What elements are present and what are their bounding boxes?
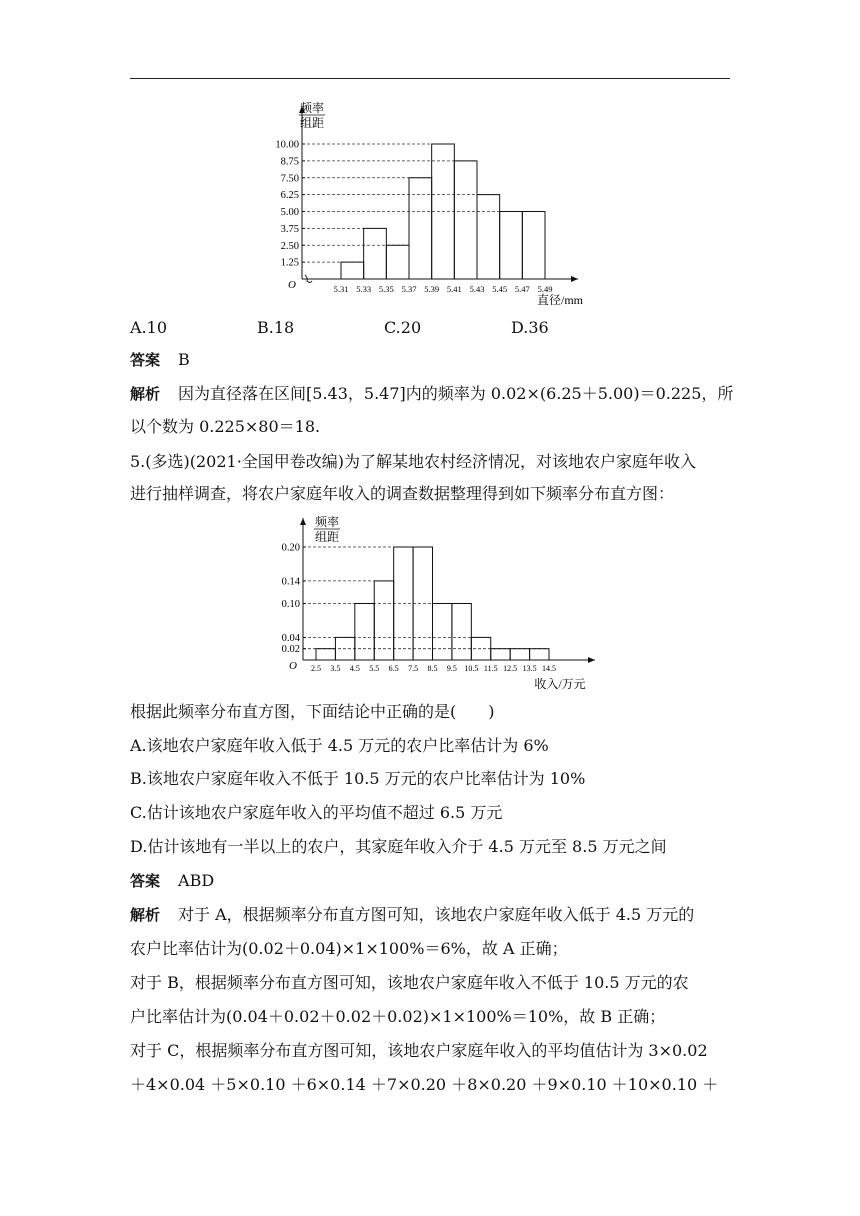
q4-option-c: C.20	[384, 318, 422, 337]
y-tick-label: 6.25	[280, 190, 299, 202]
y-axis-label-bottom: 组距	[314, 530, 340, 544]
y-tick-label: 0.10	[281, 599, 300, 610]
q5-analysis-line-6: ＋4×0.04 ＋5×0.10 ＋6×0.14 ＋7×0.20 ＋8×0.20 ＋9×0.10 ＋10×0.10 ＋	[130, 1075, 719, 1094]
y-axis-label-bottom: 组距	[299, 116, 325, 130]
x-tick-label: 5.47	[514, 284, 530, 294]
histogram-bar	[316, 649, 335, 660]
y-tick-label: 0.20	[281, 542, 300, 554]
q5-stem-line-2: 进行抽样调查，将农户家庭年收入的调查数据整理得到如下频率分布直方图：	[130, 484, 675, 503]
q5-analysis-line-4: 户比率估计为(0.04＋0.02＋0.02＋0.02)×1×100%＝10%，故 B 正确；	[130, 1007, 666, 1026]
histogram-income	[250, 512, 610, 694]
q4-analysis-line-2: 以个数为 0.225×80＝18.	[130, 417, 321, 436]
q5-option-d: D.估计该地有一半以上的农户，其家庭年收入介于 4.5 万元至 8.5 万元之间	[130, 837, 667, 856]
x-tick-label: 8.5	[427, 664, 438, 673]
histogram-bar	[491, 649, 510, 660]
y-tick-label: 2.50	[280, 240, 299, 252]
x-tick-label: 5.49	[537, 284, 553, 294]
histogram-bar	[374, 581, 393, 660]
x-tick-label: 6.5	[388, 664, 399, 673]
histogram-bar	[454, 161, 477, 279]
histogram-bar	[530, 649, 549, 660]
y-tick-label: 0.02	[281, 644, 300, 656]
y-tick-label: 1.25	[280, 257, 299, 269]
histogram-bar	[409, 178, 432, 279]
q5-answer	[130, 871, 214, 891]
histogram-diameter	[250, 98, 590, 313]
histogram-bar	[510, 649, 529, 660]
histogram-bar	[433, 604, 452, 661]
y-tick-label: 10.00	[275, 139, 299, 151]
q5-option-a: A.该地农户家庭年收入低于 4.5 万元的农户比率估计为 6%	[130, 736, 549, 755]
x-tick-label: 3.5	[330, 664, 341, 673]
q4-options	[130, 318, 549, 338]
origin-label: O	[289, 660, 297, 672]
histogram-bar	[452, 604, 471, 661]
x-tick-label: 5.39	[424, 284, 440, 294]
x-tick-label: 10.5	[464, 664, 479, 673]
x-tick-label: 5.31	[333, 284, 349, 294]
histogram-bar	[386, 245, 409, 279]
header-rule	[130, 78, 730, 79]
y-axis-label-top: 频率	[299, 101, 325, 115]
x-tick-label: 14.5	[542, 664, 556, 673]
y-axis-label-top: 频率	[314, 515, 340, 529]
x-tick-label: 5.45	[492, 284, 508, 294]
x-axis-arrow	[588, 657, 595, 663]
q4-answer-label: 答案	[130, 351, 161, 369]
x-tick-label: 12.5	[503, 664, 518, 673]
x-axis-label: 收入/万元	[534, 677, 586, 691]
q5-analysis-line-2: 农户比率估计为(0.02＋0.04)×1×100%＝6%，故 A 正确；	[130, 939, 568, 958]
x-tick-label: 5.37	[401, 284, 417, 294]
q4-answer	[130, 350, 190, 370]
q5-analysis-line-1	[130, 905, 694, 925]
y-tick-label: 3.75	[280, 223, 299, 235]
q5-answer-label: 答案	[130, 872, 161, 890]
q5-analysis-line-5: 对于 C，根据频率分布直方图可知，该地农户家庭年收入的平均值估计为 3×0.02	[130, 1041, 708, 1060]
q4-analysis-label: 解析	[130, 385, 161, 403]
x-axis-label: 直径/mm	[536, 293, 584, 307]
x-tick-label: 5.43	[469, 284, 485, 294]
origin-label: O	[288, 279, 296, 291]
x-tick-label: 5.33	[356, 284, 372, 294]
x-tick-label: 5.35	[378, 284, 394, 294]
x-axis-arrow	[571, 276, 578, 282]
q5-option-c: C.估计该地农户家庭年收入的平均值不超过 6.5 万元	[130, 803, 503, 822]
q5-option-b: B.该地农户家庭年收入不低于 10.5 万元的农户比率估计为 10%	[130, 769, 586, 788]
y-tick-label: 0.14	[281, 576, 300, 588]
q4-option-d: D.36	[511, 318, 549, 337]
q4-option-b: B.18	[257, 318, 295, 337]
x-tick-label: 5.5	[369, 664, 380, 673]
x-tick-label: 11.5	[483, 664, 498, 673]
histogram-bar	[364, 228, 387, 279]
histogram-bar	[477, 195, 500, 279]
q5-stem-line-1: 5.(多选)(2021·全国甲卷改编)为了解某地农村经济情况，对该地农户家庭年收入	[130, 452, 697, 471]
histogram-bar	[355, 604, 374, 661]
q5-answer-value: ABD	[178, 871, 215, 890]
x-tick-label: 4.5	[349, 664, 360, 673]
histogram-bar	[341, 262, 364, 279]
y-axis-arrow	[300, 518, 306, 525]
q4-analysis-text-1: 因为直径落在区间[5.43，5.47]内的频率为 0.02×(6.25＋5.00)＝0.225，所	[178, 384, 734, 403]
y-tick-label: 0.04	[281, 632, 300, 644]
y-tick-label: 8.75	[280, 156, 299, 168]
q5-question: 根据此频率分布直方图，下面结论中正确的是( )	[130, 702, 495, 721]
histogram-bar	[500, 212, 523, 280]
x-tick-label: 2.5	[311, 664, 321, 673]
q5-analysis-text-1: 对于 A，根据频率分布直方图可知，该地农户家庭年收入低于 4.5 万元的	[178, 905, 695, 924]
y-tick-label: 5.00	[280, 207, 299, 218]
q5-analysis-line-3: 对于 B，根据频率分布直方图可知，该地农户家庭年收入不低于 10.5 万元的农	[130, 973, 689, 992]
q4-analysis-line-1	[130, 384, 733, 404]
histogram-bar	[522, 212, 545, 280]
y-tick-label: 7.50	[280, 173, 299, 185]
x-tick-label: 5.41	[446, 284, 462, 294]
x-tick-label: 7.5	[408, 664, 419, 673]
q4-answer-value: B	[178, 350, 190, 369]
x-tick-label: 13.5	[522, 664, 537, 673]
q4-option-a: A.10	[130, 318, 167, 337]
q5-analysis-label: 解析	[130, 906, 161, 924]
x-tick-label: 9.5	[446, 664, 457, 673]
